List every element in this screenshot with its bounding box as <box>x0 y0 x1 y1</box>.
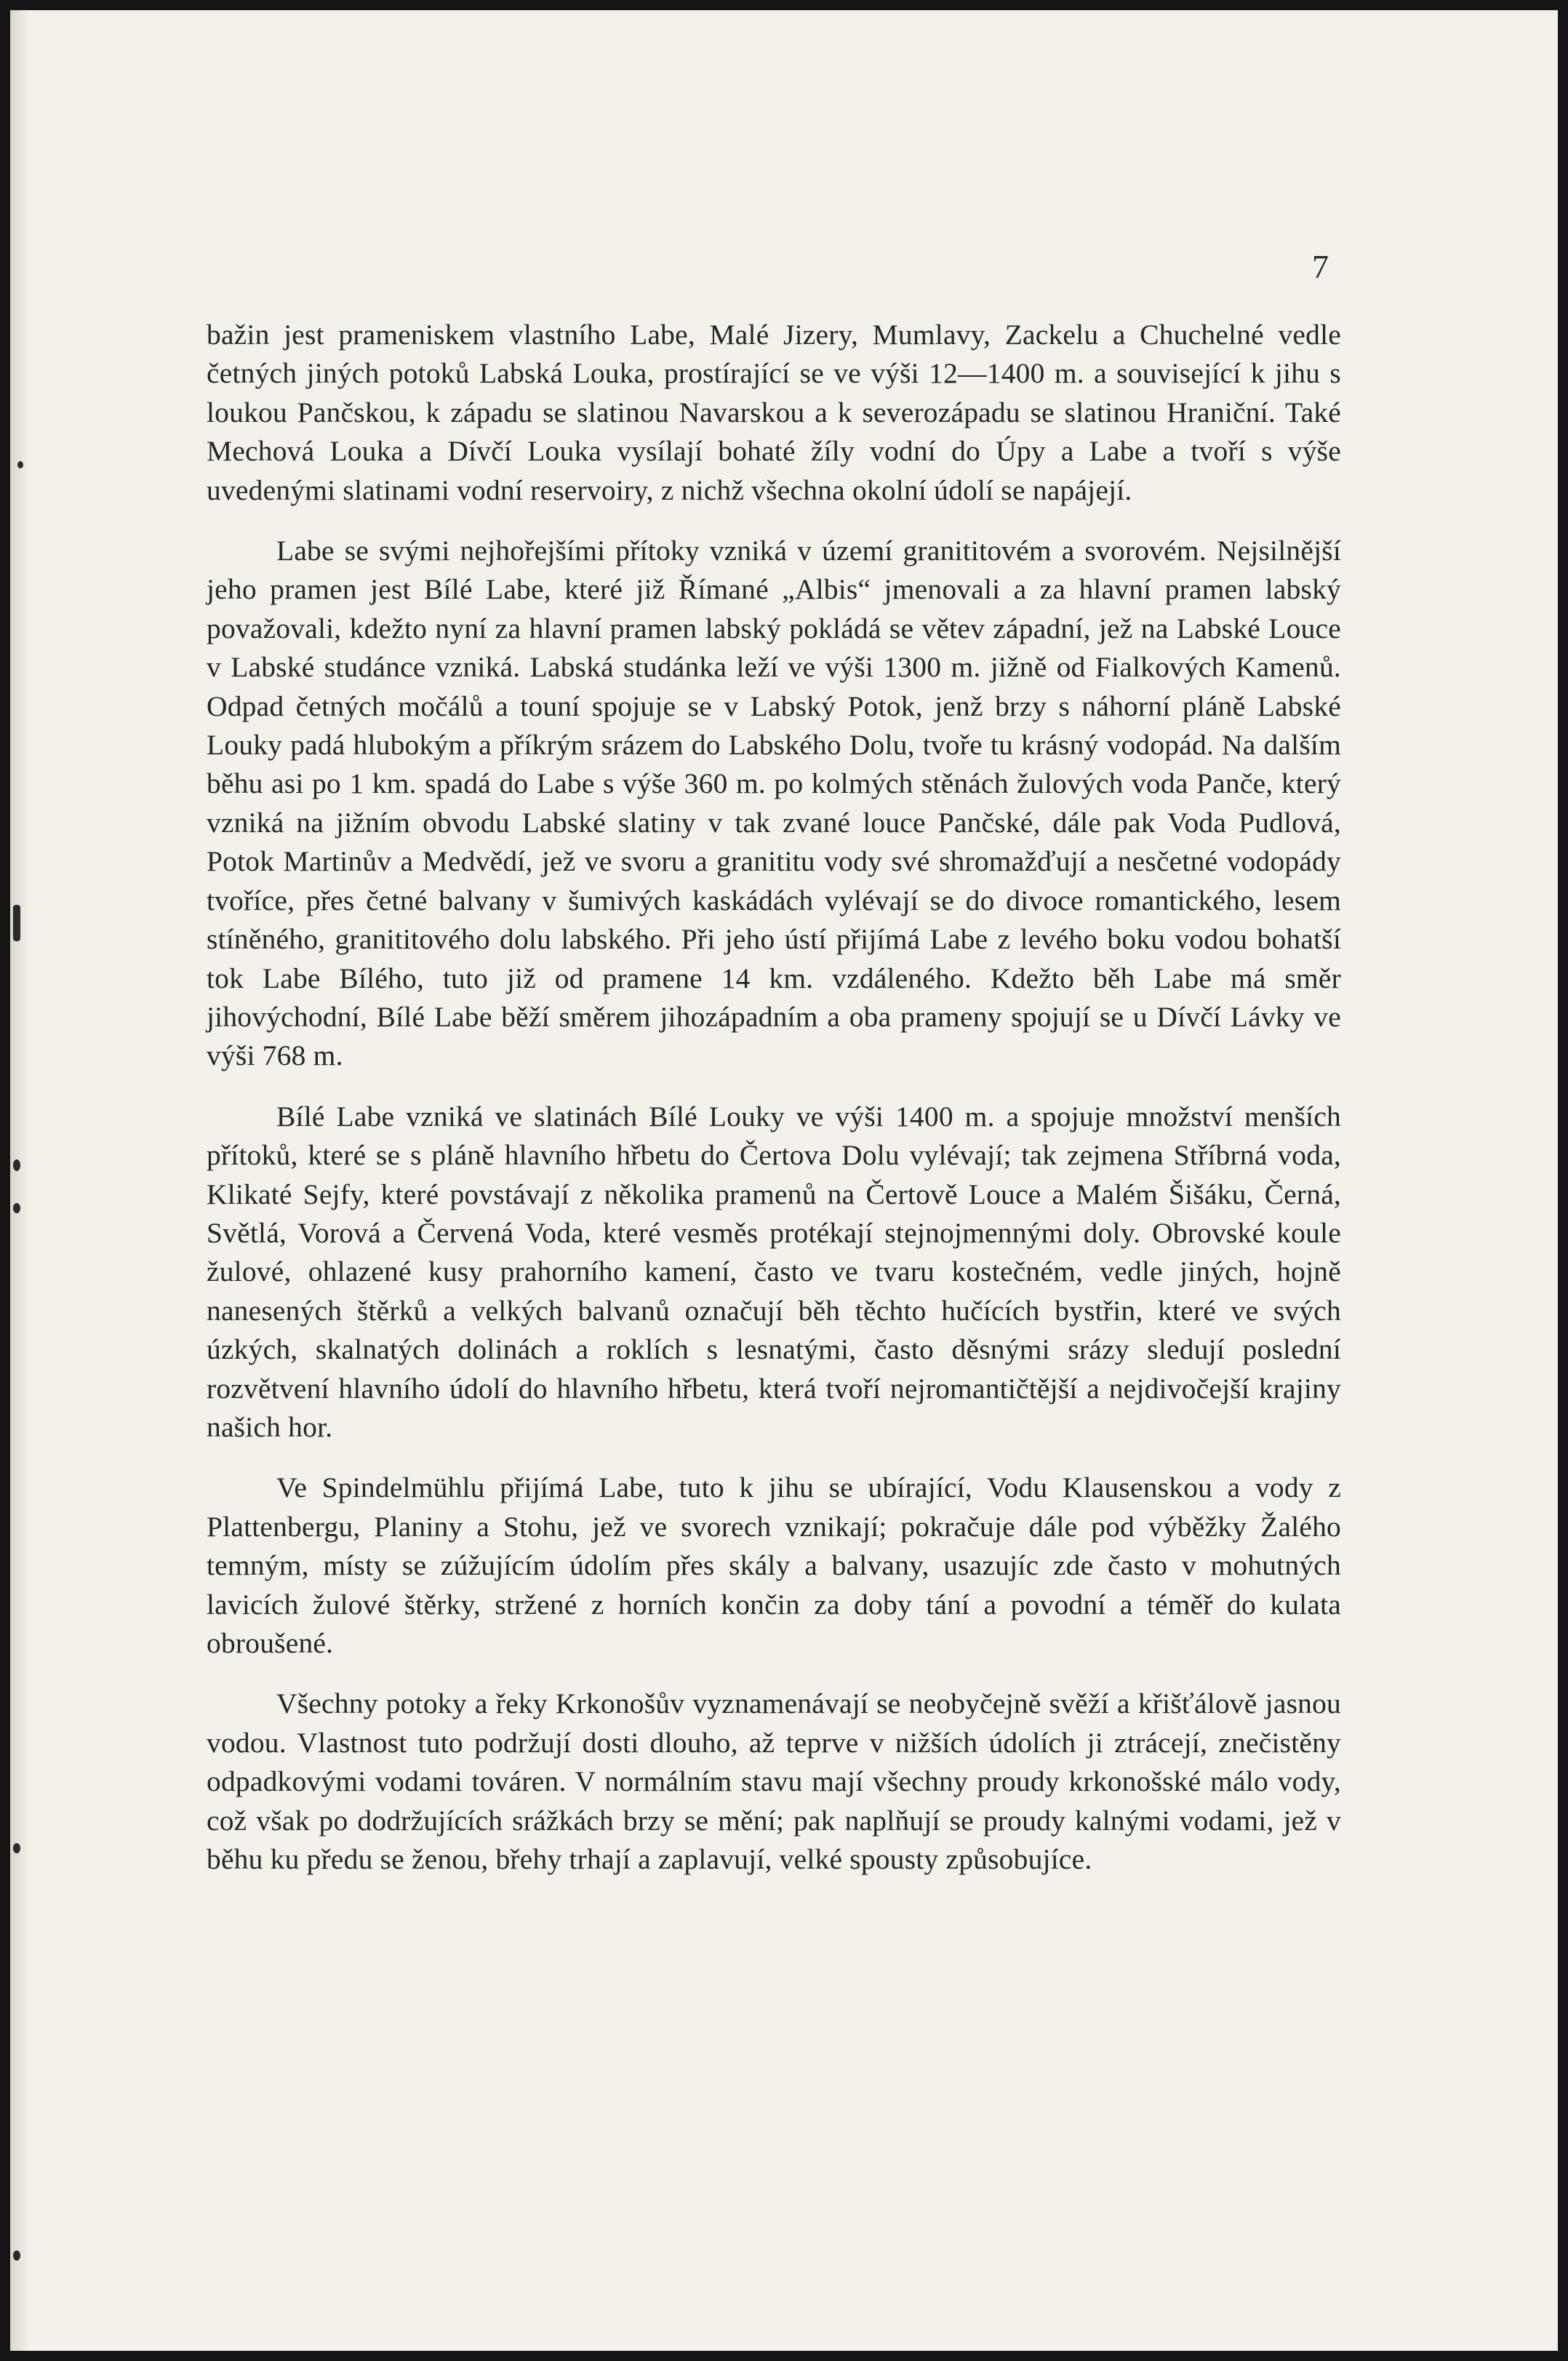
paragraph-labe-sources: Labe se svými nejhořejšími přítoky vzniká v území granititovém a svorovém. Nejsilnější jeho pramen jest Bílé Labe, které již Římané „Albis“ jmenovali a za hlavní pramen labský považovali, kdežto nyní za hlavní pramen labský pokládá se větev západní, jež na Labské Louce v Labské studánce vzniká. Labská studánka leží ve výši 1300 m. jižně od Fialkových Kamenů. Odpad četných močálů a touní spojuje se v Labský Potok, jenž brzy s náhorní pláně Labské Louky padá hlubokým a příkrým srázem do Labského Dolu, tvoře tu krásný vodopád. Na dalším běhu asi po 1 km. spadá do Labe s výše 360 m. po kolmých stěnách žulových voda Panče, který vzniká na jižním obvodu Labské slatiny v tak zvané louce Pančské, dále pak Voda Pudlová, Potok Martinův a Medvědí, jež ve svoru a granititu vody své shromažďují a nesčetné vodopády tvoříce, přes četné balvany v šumivých kaskádách vylévají se do divoce romantického, lesem stíněného, granititového dolu labského. Při jeho ústí přijímá Labe z levého boku vodou bohatší tok Labe Bílého, tuto již od pramene 14 km. vzdáleného. Kdežto běh Labe má směr jihovýchodní, Bílé Labe běží směrem jihozápadním a oba prameny spojují se u Dívčí Lávky ve výši 768 m. <box>207 535 1341 1072</box>
body-text <box>207 316 1341 1901</box>
margin-speck <box>17 461 23 468</box>
margin-speck <box>13 2250 20 2261</box>
paragraph-continuation: bažin jest prameniskem vlastního Labe, Malé Jizery, Mumlavy, Zackelu a Chuchelné vedle četných jiných potoků Labská Louka, prostírající se ve výši 12—1400 m. a související k jihu s loukou Pančskou, k západu se slatinou Navarskou a k severozápadu se slatinou Hraniční. Také Mechová Louka a Dívčí Louka vysílají bohaté žíly vodní do Úpy a Labe a tvoří s výše uvedenými slatinami vodní reservoiry, z nichž všechna okolní údolí se napájejí. <box>207 319 1341 506</box>
margin-speck <box>13 1159 20 1171</box>
margin-speck <box>13 1203 20 1213</box>
margin-speck <box>13 905 20 941</box>
paragraph-spindelmuhl: Ve Spindelmühlu přijímá Labe, tuto k jihu se ubírající, Vodu Klausenskou a vody z Plattenbergu, Planiny a Stohu, jež ve svorech vznikají; pokračuje dále pod výběžky Žalého temným, místy se zúžujícím údolím přes skály a balvany, usazujíc zde často v mohutných lavicích žulové štěrky, stržené z horních končin za doby tání a povodní a téměř do kulata obroušené. <box>207 1471 1341 1659</box>
document-page <box>10 10 1558 2351</box>
page-number: 7 <box>1312 248 1329 285</box>
paragraph-streams: Všechny potoky a řeky Krkonošův vyznamenávají se neobyčejně svěží a křišťálově jasnou vodou. Vlastnost tuto podržují dosti dlouho, až teprve v nižších údolích ji ztrácejí, znečistěny odpadkovými vodami továren. V normálním stavu mají všechny proudy krkonošské málo vody, což však po dodržujících srážkách brzy se mění; pak naplňují se proudy kalnými vodami, jež v běhu ku předu se ženou, břehy trhají a zaplavují, velké spousty způsobujíce. <box>207 1687 1341 1876</box>
margin-speck <box>13 1843 20 1853</box>
paragraph-bile-labe: Bílé Labe vzniká ve slatinách Bílé Louky ve výši 1400 m. a spojuje množství menších přítoků, které se s pláně hlavního hřbetu do Čertova Dolu vylévají; tak zejmena Stříbrná voda, Klikaté Sejfy, které povstávají z několika pramenů na Čertově Louce a Malém Šišáku, Černá, Světlá, Vorová a Červená Voda, které vesměs protékají stejnojmennými doly. Obrovské koule žulové, ohlazené kusy prahorního kamení, často ve tvaru kostečném, vedle jiných, hojně nanesených štěrků a velkých balvanů označují běh těchto hučících bystřin, které ve svých úzkých, skalnatých dolinách a roklích s lesnatými, často děsnými srázy sledují poslední rozvětvení hlavního údolí do hlavního hřbetu, která tvoří nejromantičtější a nejdivočejší krajiny našich hor. <box>207 1100 1341 1443</box>
